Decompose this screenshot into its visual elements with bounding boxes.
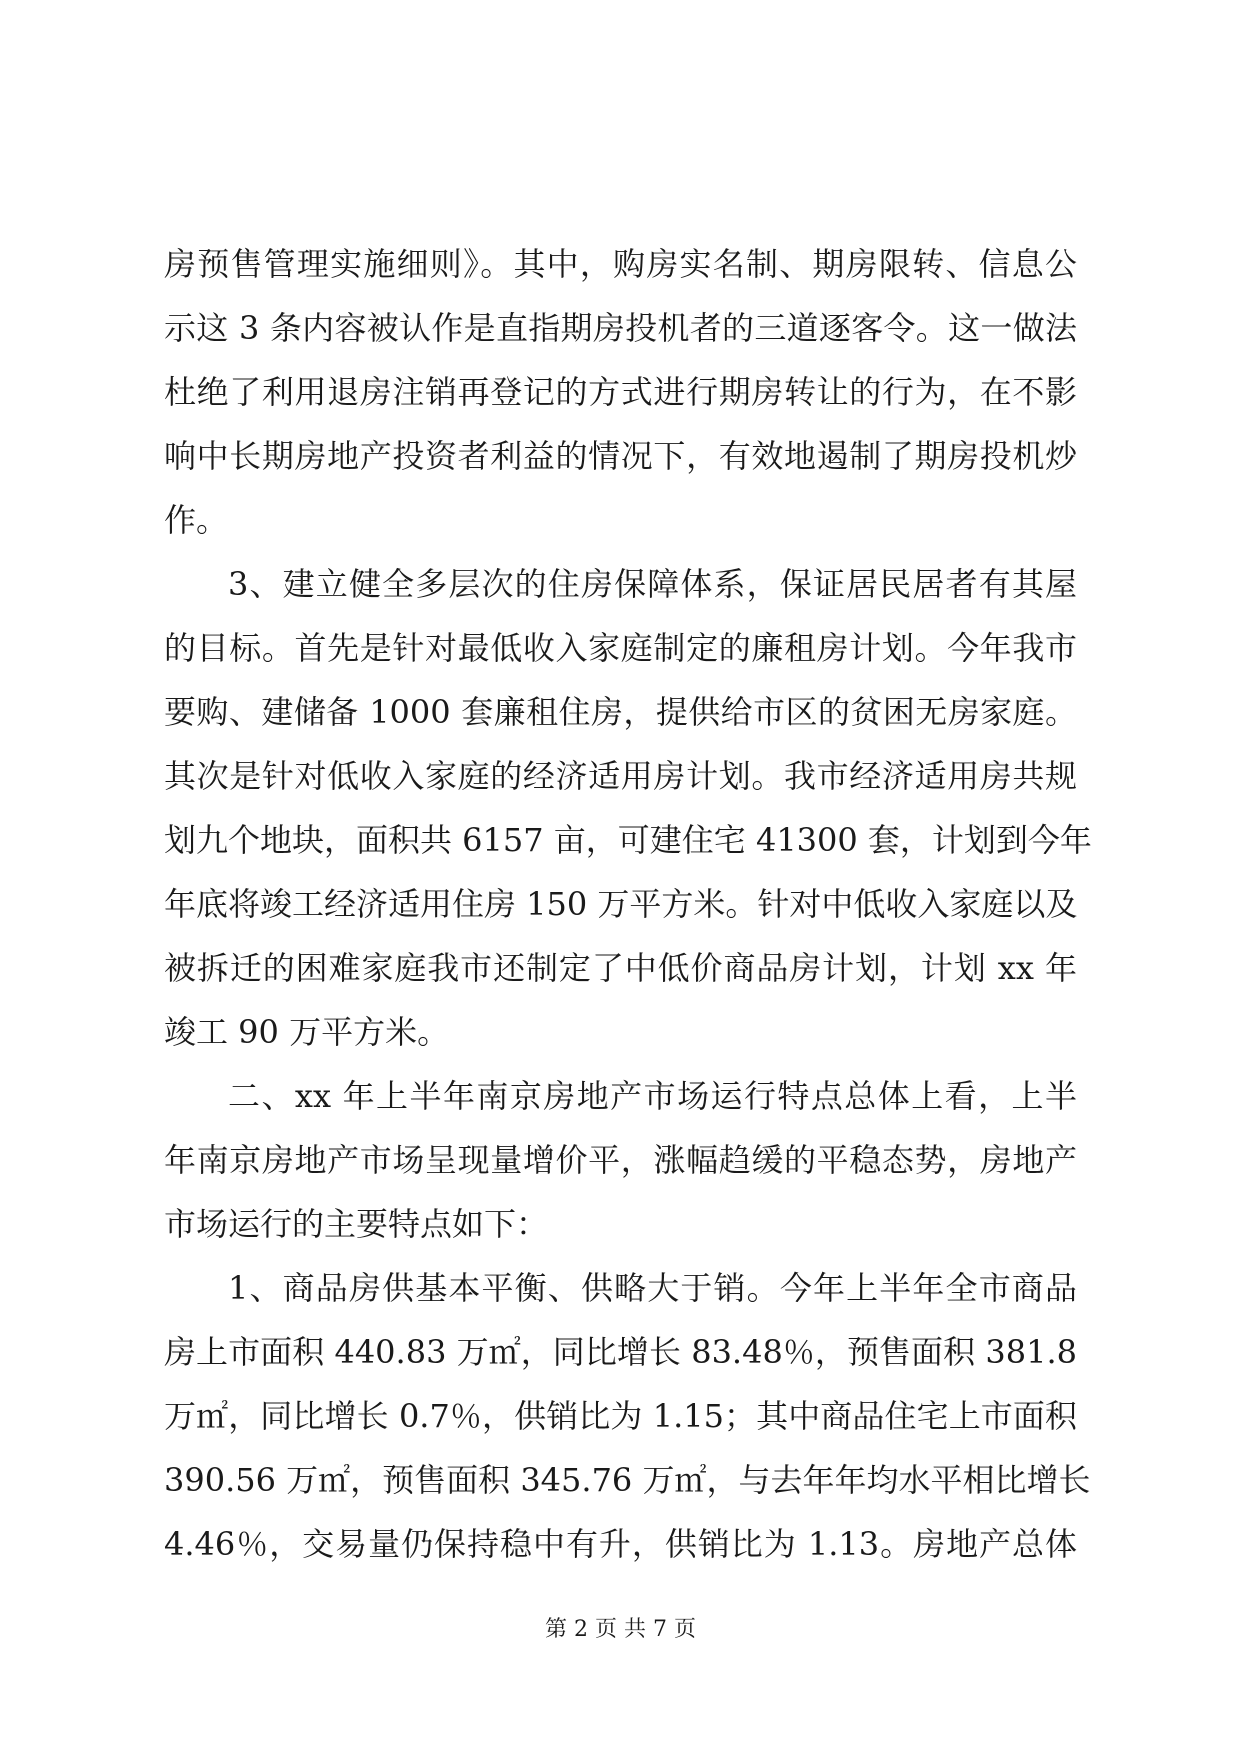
text-line: 作。 <box>164 501 229 539</box>
text-line: 年南京房地产市场呈现量增价平，涨幅趋缓的平稳态势，房地产 <box>164 1141 1077 1179</box>
document-body <box>164 232 1092 1576</box>
text-line: 竣工 90 万平方米。 <box>164 1013 450 1051</box>
text-line: 的目标。首先是针对最低收入家庭制定的廉租房计划。今年我市 <box>164 629 1077 667</box>
text-line: 示这 3 条内容被认作是直指期房投机者的三道逐客令。这一做法 <box>164 309 1077 347</box>
text-line: 390.56 万㎡，预售面积 345.76 万㎡，与去年年均水平相比增长 <box>164 1461 1091 1499</box>
text-line: 4.46％，交易量仍保持稳中有升，供销比为 1.13。房地产总体 <box>164 1525 1077 1563</box>
page-number-footer: 第 2 页 共 7 页 <box>545 1617 696 1642</box>
text-line: 二、xx 年上半年南京房地产市场运行特点总体上看，上半 <box>228 1077 1077 1115</box>
text-line: 年底将竣工经济适用住房 150 万平方米。针对中低收入家庭以及 <box>164 885 1078 923</box>
text-line: 房预售管理实施细则》。其中，购房实名制、期房限转、信息公 <box>164 245 1077 283</box>
text-line: 1、商品房供基本平衡、供略大于销。今年上半年全市商品 <box>228 1269 1077 1307</box>
text-line: 划九个地块，面积共 6157 亩，可建住宅 41300 套，计划到今年 <box>164 821 1092 859</box>
text-line: 万㎡，同比增长 0.7％，供销比为 1.15；其中商品住宅上市面积 <box>164 1397 1077 1435</box>
text-line: 房上市面积 440.83 万㎡，同比增长 83.48％，预售面积 381.8 <box>164 1333 1077 1371</box>
text-line: 市场运行的主要特点如下： <box>164 1205 549 1243</box>
text-line: 3、建立健全多层次的住房保障体系，保证居民居者有其屋 <box>228 565 1077 603</box>
text-line: 其次是针对低收入家庭的经济适用房计划。我市经济适用房共规 <box>164 757 1077 795</box>
text-line: 被拆迁的困难家庭我市还制定了中低价商品房计划，计划 xx 年 <box>164 949 1077 987</box>
text-line: 要购、建储备 1000 套廉租住房，提供给市区的贫困无房家庭。 <box>164 693 1077 731</box>
text-line: 响中长期房地产投资者利益的情况下，有效地遏制了期房投机炒 <box>164 437 1077 475</box>
text-line: 杜绝了利用退房注销再登记的方式进行期房转让的行为，在不影 <box>164 373 1077 411</box>
